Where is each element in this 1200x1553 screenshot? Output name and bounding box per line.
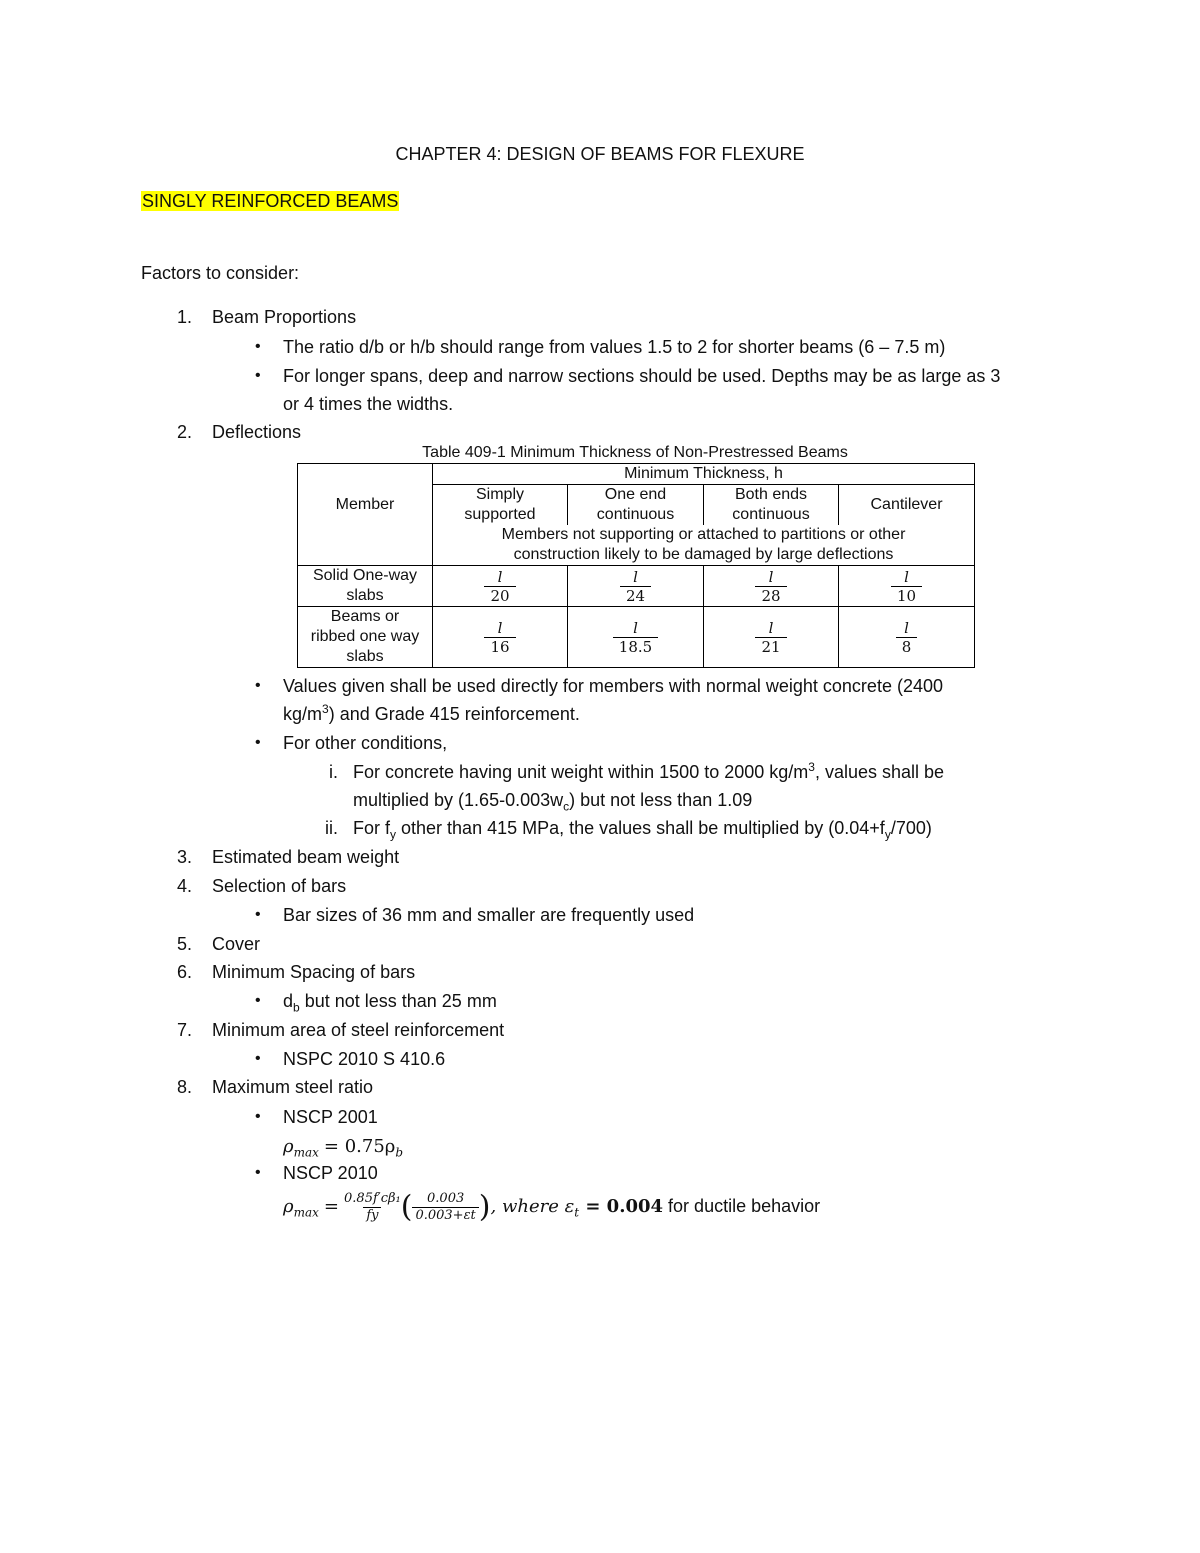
fraction: $\frac{l}{21}$ [755,619,786,656]
fraction: $\frac{l}{16}$ [484,619,515,656]
min-area-bullet-1: NSPC 2010 S 410.6 [283,1049,446,1069]
beam-proportions-bullet-2-line1: For longer spans, deep and narrow sections should be used. Depths may be as large as 3 [283,366,1001,386]
table-row-member [298,607,433,668]
roman-numeral-i: i. [329,762,338,782]
member-line1: Solid One-way [312,567,418,584]
item-label-min-area: Minimum area of steel reinforcement [212,1020,505,1040]
right-paren: ) [478,1189,491,1225]
item-label-deflections: Deflections [212,422,302,442]
table-header-both-ends-continuous [704,485,839,526]
bullet-icon: • [255,1050,261,1067]
table-cell [568,607,704,668]
member-line2: ribbed one way [310,628,420,645]
table-header-member: Member [298,485,433,526]
table-header-cantilever: Cantilever [839,485,975,526]
table-note-line1: Members not supporting or attached to partitions or other [501,526,906,543]
fraction: $\frac{l}{8}$ [896,619,918,656]
bullet-icon: • [255,338,261,355]
item-label-selection-of-bars: Selection of bars [212,876,347,896]
table-header-one-end-continuous [568,485,704,526]
deflections-bullet-1-line1: Values given shall be used directly for members with normal weight concrete (2400 [283,676,943,696]
col-header-line1: Simply [475,486,524,503]
item-number-4: 4. [176,876,192,896]
fraction: $\frac{l}{10}$ [891,568,922,605]
left-paren: ( [400,1189,413,1225]
section-heading [141,190,399,212]
table-header-member-top [298,464,433,485]
fraction: $\frac{l}{24}$ [620,568,651,605]
fraction: $\frac{0.003}{0.003+\varepsilon t}$ [412,1191,478,1224]
table-cell [433,607,568,668]
max-steel-bullet-2: NSCP 2010 [283,1163,378,1183]
fraction: $\frac{l}{20}$ [484,568,515,605]
table-header-simply-supported [433,485,568,526]
col-header-line2: continuous [732,506,810,523]
table-caption: Table 409-1 Minimum Thickness of Non-Prestressed Beams [422,444,848,461]
beam-proportions-bullet-1: The ratio d/b or h/b should range from values 1.5 to 2 for shorter beams (6 – 7.5 m) [283,337,946,357]
item-label-max-steel-ratio: Maximum steel ratio [212,1077,374,1097]
table-cell [433,566,568,607]
deflections-bullet-1-line2: $kg/m^3$) and Grade 415 reinforcement. [283,702,580,724]
item-number-7: 7. [176,1020,192,1040]
intro-text: Factors to consider: [141,263,300,283]
bullet-icon: • [255,1108,261,1125]
equation-nscp-2001: $\rho_{max} = 0.75\rho_b$ [283,1136,404,1160]
bullet-icon: • [255,677,261,694]
col-header-line1: Both ends [734,486,808,503]
item-number-8: 8. [176,1077,192,1097]
member-line1: Beams or [330,608,400,625]
min-thickness-table [297,463,975,668]
table-cell [704,566,839,607]
col-header-line1: One end [604,486,667,503]
roman-numeral-ii: ii. [325,818,338,838]
table-note [433,525,975,566]
fraction: $\frac{\text{0.85f′cβ₁}}{fy}$ [344,1190,401,1223]
bullet-icon: • [255,1164,261,1181]
bullet-icon: • [255,906,261,923]
item-number-1: 1. [176,307,192,327]
table-cell [839,607,975,668]
table-cell [704,607,839,668]
section-heading-text: SINGLY REINFORCED BEAMS [142,191,399,211]
deflections-bullet-2: For other conditions, [283,733,448,753]
member-line3: slabs [346,648,384,665]
equation-nscp-2010: $\rho_{max}$ = $\frac{\text{0.85f′cβ₁}}{fy}$ ( $\frac{0.003}{0.003+\varepsilon t}$ ), where $\varepsilon_t = 0.004$ for ductile behavior [283,1189,821,1225]
page-title: CHAPTER 4: DESIGN OF BEAMS FOR FLEXURE [395,144,805,164]
bullet-icon: • [255,367,261,384]
table-header-min-thickness: Minimum Thickness, h [433,464,975,485]
condition-ii: For $f_y$ other than 415 MPa, the values shall be multiplied by $(0.04+f_y/700)$ [353,818,932,842]
item-label-beam-proportions: Beam Proportions [212,307,357,327]
table-row-member [298,566,433,607]
col-header-line2: supported [464,506,536,523]
item-number-5: 5. [176,934,192,954]
table-note-line2: construction likely to be damaged by large deflections [513,546,894,563]
min-spacing-bullet-1: $d_b$ but not less than 25 mm [283,991,497,1015]
bullet-icon: • [255,734,261,751]
condition-i-line1: For concrete having unit weight within 1500 to 2000 $kg/m^3$, values shall be [353,760,945,782]
bullet-icon: • [255,992,261,1009]
fraction: $\frac{l}{28}$ [755,568,786,605]
item-label-cover: Cover [212,934,261,954]
table-cell [568,566,704,607]
item-number-6: 6. [176,962,192,982]
item-label-estimated-beam-weight: Estimated beam weight [212,847,400,867]
selection-bullet-1: Bar sizes of 36 mm and smaller are frequently used [283,905,695,925]
item-number-2: 2. [176,422,192,442]
col-header-line2: continuous [596,506,675,523]
item-label-min-spacing: Minimum Spacing of bars [212,962,416,982]
fraction: $\frac{l}{18.5}$ [613,619,658,656]
item-number-3: 3. [176,847,192,867]
condition-i-line2: multiplied by $(1.65-0.003w_c)$ but not less than 1.09 [353,790,753,814]
table-header-member-bottom [298,525,433,566]
table-cell [839,566,975,607]
member-line2: slabs [346,587,384,604]
beam-proportions-bullet-2-line2: or 4 times the widths. [283,394,454,414]
max-steel-bullet-1: NSCP 2001 [283,1107,378,1127]
